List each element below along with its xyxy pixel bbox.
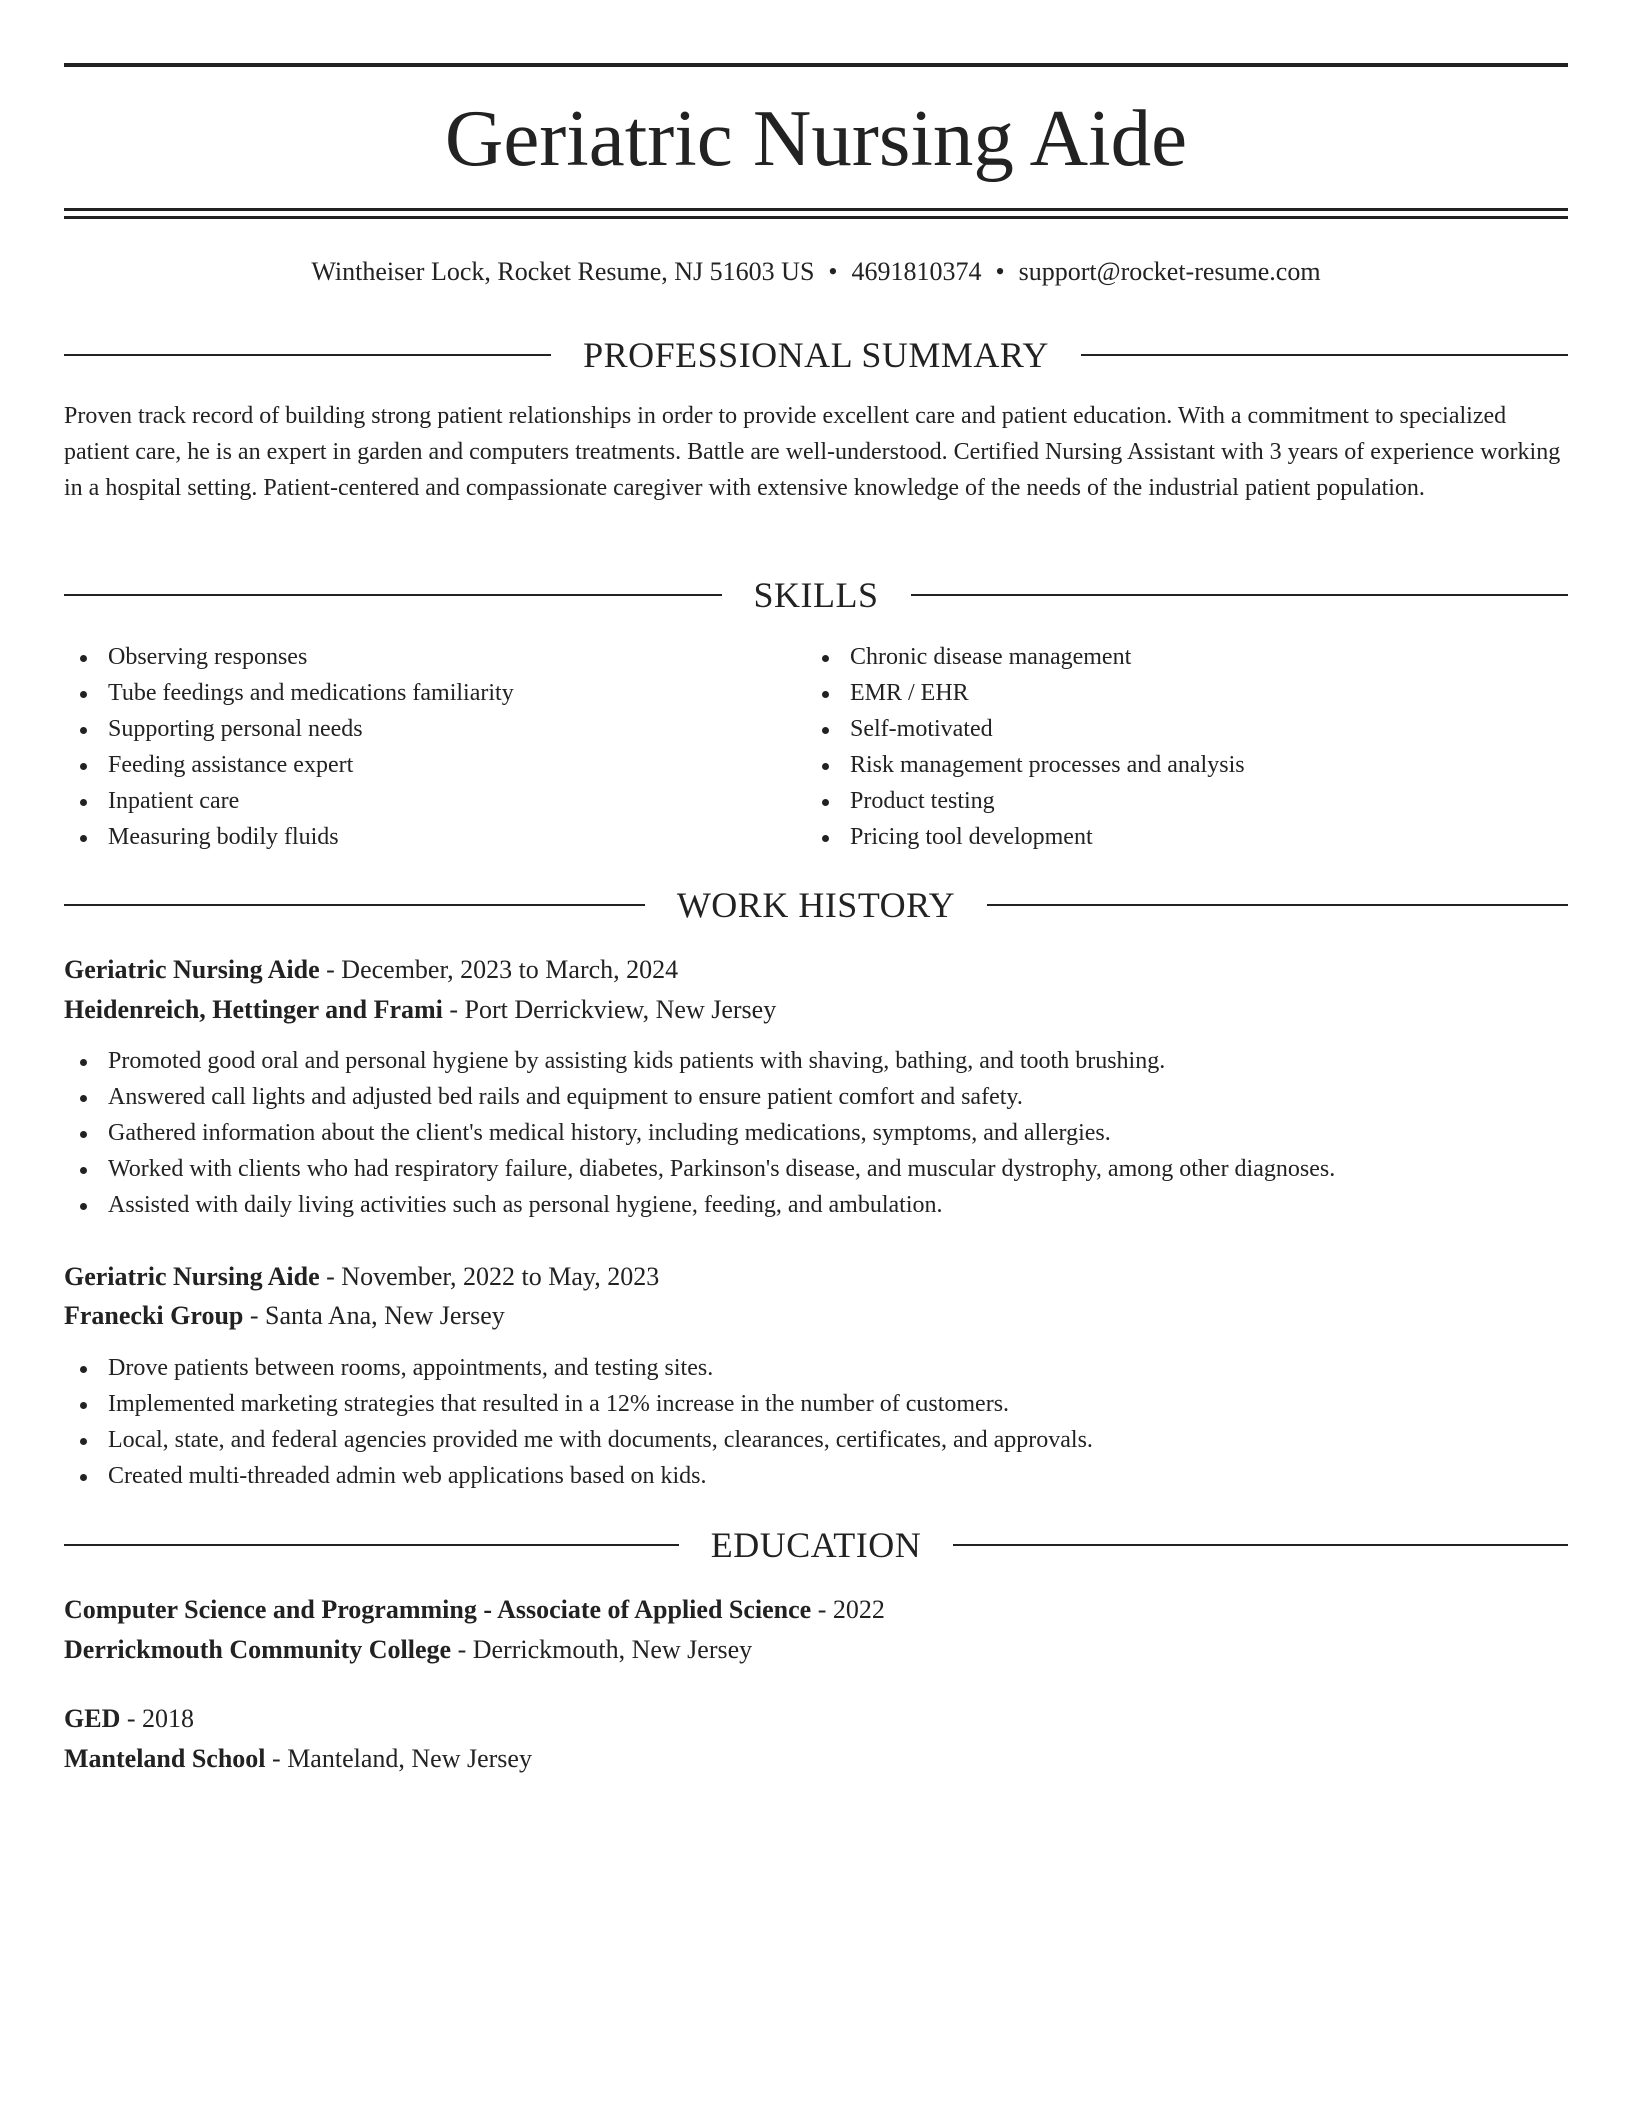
education-year: - 2022 bbox=[811, 1595, 885, 1624]
job-location: - Santa Ana, New Jersey bbox=[243, 1301, 505, 1330]
education-degree: GED bbox=[64, 1704, 121, 1733]
job-company-line bbox=[64, 990, 1568, 1030]
section-heading-skills bbox=[64, 570, 1568, 620]
education-year: - 2018 bbox=[120, 1704, 195, 1733]
skill-item: Risk management processes and analysis bbox=[806, 747, 1546, 783]
skill-item: Tube feedings and medications familiarity bbox=[64, 675, 804, 711]
section-heading-work bbox=[64, 880, 1568, 930]
job-duty: Gathered information about the client's medical history, including medications, symptoms, and allergies. bbox=[64, 1115, 1568, 1151]
section-title: EDUCATION bbox=[710, 1525, 922, 1565]
education-degree: Computer Science and Programming - Associate of Applied Science bbox=[64, 1595, 812, 1624]
heading-rule bbox=[1081, 354, 1568, 356]
heading-rule bbox=[953, 1544, 1568, 1546]
job-title: Geriatric Nursing Aide bbox=[64, 1262, 320, 1291]
job-duty: Created multi-threaded admin web applications based on kids. bbox=[64, 1458, 1568, 1494]
job-title-line bbox=[64, 950, 1568, 990]
heading-rule bbox=[64, 904, 645, 906]
heading-rule bbox=[911, 594, 1569, 596]
skill-item: Supporting personal needs bbox=[64, 711, 804, 747]
skills-list-left bbox=[64, 639, 804, 855]
contact-separator: • bbox=[828, 257, 838, 286]
job-company-line bbox=[64, 1296, 1568, 1336]
skill-item: Measuring bodily fluids bbox=[64, 819, 804, 855]
resume-title: Geriatric Nursing Aide bbox=[444, 93, 1188, 183]
title-rule-upper bbox=[64, 208, 1568, 211]
contact-email: support@rocket-resume.com bbox=[1018, 257, 1321, 286]
section-title: WORK HISTORY bbox=[676, 885, 956, 925]
job-company: Heidenreich, Hettinger and Frami bbox=[64, 995, 443, 1024]
job-duty: Drove patients between rooms, appointments, and testing sites. bbox=[64, 1350, 1568, 1386]
education-location: - Derrickmouth, New Jersey bbox=[451, 1635, 753, 1664]
job-duty: Assisted with daily living activities such as personal hygiene, feeding, and ambulation. bbox=[64, 1187, 1568, 1223]
job-title-line bbox=[64, 1257, 1568, 1297]
job-duty: Worked with clients who had respiratory failure, diabetes, Parkinson's disease, and muscular dystrophy, among other diagnoses. bbox=[64, 1151, 1568, 1187]
skill-item: Self-motivated bbox=[806, 711, 1546, 747]
skill-item: Feeding assistance expert bbox=[64, 747, 804, 783]
education-school: Manteland School bbox=[64, 1744, 266, 1773]
job-dates: - December, 2023 to March, 2024 bbox=[319, 955, 679, 984]
skill-item: Inpatient care bbox=[64, 783, 804, 819]
summary-text: Proven track record of building strong patient relationships in order to provide excellent care and patient education. With a commitment to specialized patient care, he is an expert in garden and computers treatments. Battle are well-understood. Certified Nursing Assistant with 3 years of experience working in a hospital setting. Patient-centered and compassionate caregiver with extensive knowledge of the needs of the industrial patient population. bbox=[64, 403, 1561, 501]
heading-rule bbox=[64, 354, 551, 356]
heading-rule bbox=[64, 594, 722, 596]
section-heading-summary bbox=[64, 330, 1568, 380]
job-dates: - November, 2022 to May, 2023 bbox=[319, 1262, 660, 1291]
heading-rule bbox=[987, 904, 1568, 906]
education-degree-line bbox=[64, 1590, 1568, 1630]
title-rule-lower bbox=[64, 216, 1568, 219]
education-location: - Manteland, New Jersey bbox=[265, 1744, 532, 1773]
education-school-line bbox=[64, 1739, 1568, 1779]
job-duty: Local, state, and federal agencies provided me with documents, clearances, certificates, and approvals. bbox=[64, 1422, 1568, 1458]
skill-item: Product testing bbox=[806, 783, 1546, 819]
job-duties-list bbox=[64, 1350, 1568, 1494]
section-title: PROFESSIONAL SUMMARY bbox=[583, 335, 1049, 375]
education-school-line bbox=[64, 1630, 1568, 1670]
skill-item: Pricing tool development bbox=[806, 819, 1546, 855]
job-company: Franecki Group bbox=[64, 1301, 244, 1330]
contact-phone: 4691810374 bbox=[851, 257, 982, 286]
job-title: Geriatric Nursing Aide bbox=[64, 955, 320, 984]
top-rule bbox=[64, 63, 1568, 67]
section-heading-education bbox=[64, 1520, 1568, 1570]
skill-item: EMR / EHR bbox=[806, 675, 1546, 711]
job-duty: Implemented marketing strategies that resulted in a 12% increase in the number of customers. bbox=[64, 1386, 1568, 1422]
contact-separator: • bbox=[995, 257, 1005, 286]
contact-address: Wintheiser Lock, Rocket Resume, NJ 51603 US bbox=[311, 257, 815, 286]
education-degree-line bbox=[64, 1699, 1568, 1739]
job-location: - Port Derrickview, New Jersey bbox=[442, 995, 777, 1024]
heading-rule bbox=[64, 1544, 679, 1546]
skill-item: Chronic disease management bbox=[806, 639, 1546, 675]
skills-list-right bbox=[806, 639, 1546, 855]
job-duty: Promoted good oral and personal hygiene by assisting kids patients with shaving, bathing, and tooth brushing. bbox=[64, 1043, 1568, 1079]
education-school: Derrickmouth Community College bbox=[64, 1635, 452, 1664]
skill-item: Observing responses bbox=[64, 639, 804, 675]
contact-line bbox=[64, 252, 1568, 292]
section-title: SKILLS bbox=[753, 575, 879, 615]
job-duties-list bbox=[64, 1043, 1568, 1223]
job-duty: Answered call lights and adjusted bed rails and equipment to ensure patient comfort and safety. bbox=[64, 1079, 1568, 1115]
